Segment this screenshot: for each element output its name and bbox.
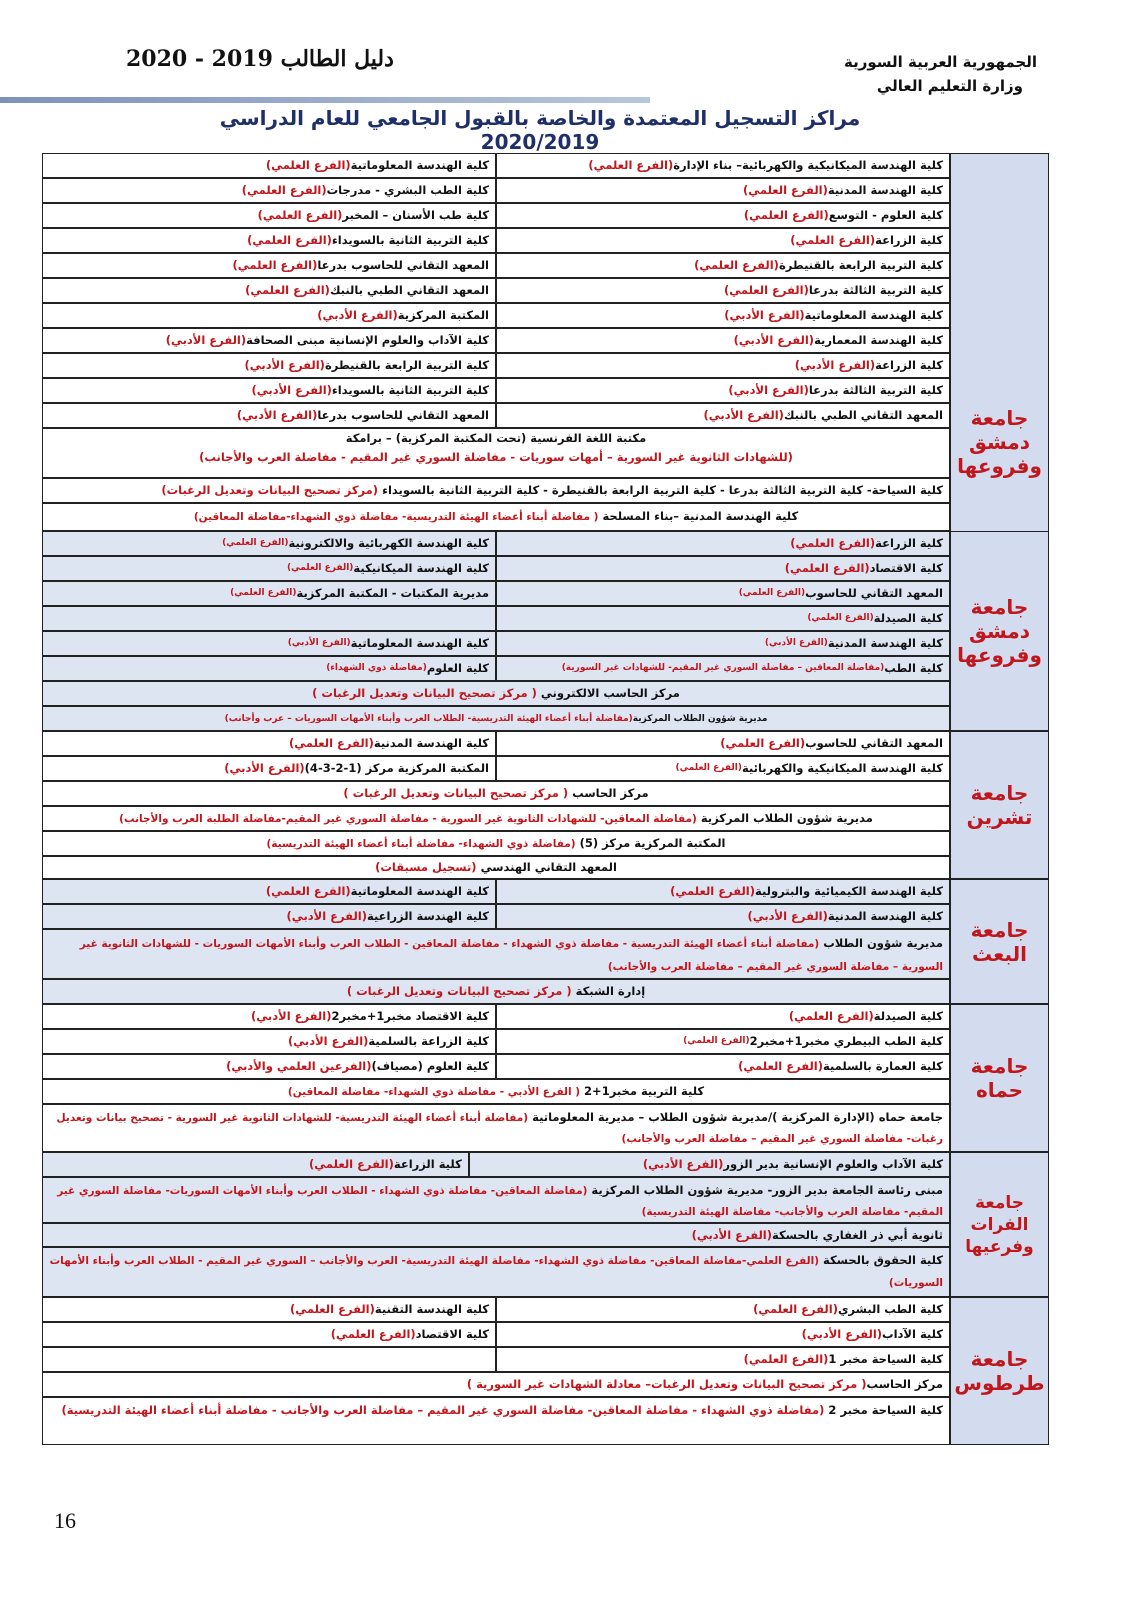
registration-centers-table — [42, 153, 1049, 1445]
table-row — [42, 606, 950, 631]
table-row — [42, 831, 950, 856]
center-cell: كلية التربية الرابعة بالقنيطرة (الفرع الأدبي) — [42, 353, 496, 378]
center-cell: مديرية المكتبات - المكتبة المركزية (الفرع العلمي) — [42, 581, 496, 606]
table-row — [42, 631, 950, 656]
table-row — [42, 428, 950, 478]
center-cell: كلية الصيدلة (الفرع العلمي) — [496, 1004, 950, 1029]
center-cell: كلية الهندسة المدنية (الفرع الأدبي) — [496, 631, 950, 656]
table-row — [42, 806, 950, 831]
ministry-name: وزارة التعليم العالي — [876, 77, 1023, 95]
header-divider — [0, 97, 650, 103]
table-row — [42, 531, 950, 556]
center-cell: كلية الاقتصاد مخبر1+مخبر2 (الفرع الأدبي) — [42, 1004, 496, 1029]
center-cell: كلية التربية مخبر1+2 ( الفرع الأدبي - مفاضلة ذوي الشهداء- مفاضلة المعاقين) — [42, 1079, 950, 1104]
center-cell: كلية الطب (مفاضلة المعاقين – مفاضلة السوري غير المقيم- للشهادات غير السورية) — [496, 656, 950, 681]
center-cell: كلية السياحة مخبر 1 (الفرع العلمي) — [496, 1347, 950, 1372]
center-cell: المعهد التقاني للحاسوب بدرعا (الفرع الأدبي) — [42, 403, 496, 428]
table-row — [42, 1322, 950, 1347]
center-cell: كلية السياحة- كلية التربية الثالثة بدرعا - كلية التربية الرابعة بالقنيطرة - كلية التربية الثانية بالسويداء (مركز تصحيح البيانات وتعديل الرغبات) — [42, 478, 950, 503]
guide-year: 2020 - 2019 — [126, 46, 273, 72]
page-number: 16 — [54, 1508, 76, 1533]
table-row — [42, 731, 950, 756]
center-cell: جامعة حماه (الإدارة المركزية )/مديرية شؤون الطلاب – مديرية المعلوماتية (مفاضلة أبناء أعضاء الهيئة التدريسية- للشهادات الثانوية غير السورية - تصحيح بيانات وتعديل رغبات- مفاضلة السوري غير المقيم – مفاضلة العرب والأجانب) — [42, 1104, 950, 1152]
center-cell — [42, 606, 496, 631]
center-cell: كلية الهندسة الميكانيكية والكهربائية– بناء الإدارة (الفرع العلمي) — [496, 153, 950, 178]
center-cell: كلية الهندسة المعلوماتية (الفرع العلمي) — [42, 879, 496, 904]
country-name: الجمهورية العربية السورية — [844, 53, 1037, 71]
center-cell: مركز الحاسب ( مركز تصحيح البيانات وتعديل الرغبات ) — [42, 781, 950, 806]
center-cell: كلية الهندسة التقنية (الفرع العلمي) — [42, 1297, 496, 1322]
center-cell: كلية الهندسة المعلوماتية (الفرع الأدبي) — [496, 303, 950, 328]
center-cell: كلية الهندسة المعلوماتية (الفرع الأدبي) — [42, 631, 496, 656]
table-row — [42, 328, 950, 353]
center-cell: كلية العلوم (مفاضلة ذوي الشهداء) — [42, 656, 496, 681]
table-row — [42, 478, 950, 503]
center-cell: كلية الزراعة (الفرع العلمي) — [42, 1152, 469, 1177]
table-row — [42, 1223, 950, 1247]
table-row — [42, 879, 950, 904]
center-cell: المعهد التقاني الهندسي (تسجيل مسبقات) — [42, 856, 950, 879]
table-row — [42, 403, 950, 428]
table-row — [42, 1397, 950, 1445]
center-cell: مبنى رئاسة الجامعة بدير الزور- مديرية شؤون الطلاب المركزية (مفاضلة المعاقين- مفاضلة ذوي الشهداء - الطلاب العرب وأبناء الأمهات السوريات- مفاضلة السوري غير المقيم- مفاضلة العرب والأجانب- مفاضلة الهيئة التدريسية) — [42, 1177, 950, 1223]
center-cell: مركز الحاسب الالكتروني ( مركز تصحيح البيانات وتعديل الرغبات ) — [42, 681, 950, 706]
center-cell: كلية العلوم - التوسع (الفرع العلمي) — [496, 203, 950, 228]
center-cell — [42, 1347, 496, 1372]
table-row — [42, 1247, 950, 1297]
center-cell: المعهد التقاني الطبي بالنبك (الفرع العلمي) — [42, 278, 496, 303]
university-label-hama: جامعة حماه — [950, 1004, 1049, 1152]
center-cell: مديرية شؤون الطلاب المركزية(مفاضلة أبناء أعضاء الهيئة التدريسية- الطلاب العرب وأبناء الأمهات السوريات – عرب وأجانب) — [42, 706, 950, 731]
table-row — [42, 929, 950, 979]
center-cell: كلية الهندسة الكهربائية والالكترونية (الفرع العلمي) — [42, 531, 496, 556]
center-cell: مديرية شؤون الطلاب المركزية (مفاضلة المعاقين- للشهادات الثانوية غير السورية - مفاضلة السوري غير المقيم-مفاضلة الطلبة العرب والأجانب) — [42, 806, 950, 831]
university-label-baath: جامعة البعث — [950, 879, 1049, 1004]
guide-title — [126, 46, 394, 72]
table-row — [42, 353, 950, 378]
center-cell: كلية الهندسة المدنية –بناء المسلحة ( مفاضلة أبناء أعضاء الهيئة التدريسية- مفاضلة ذوي الشهداء-مفاضلة المعاقين) — [42, 503, 950, 531]
center-cell: كلية السياحة مخبر 2 (مفاضلة ذوي الشهداء - مفاضلة المعاقين- مفاضلة السوري غير المقيم – مفاضلة العرب والأجانب - مفاضلة أبناء أعضاء الهيئة التدريسية) — [42, 1397, 950, 1445]
table-row — [42, 756, 950, 781]
table-row — [42, 228, 950, 253]
center-cell: كلية الآداب والعلوم الإنسانية بدير الزور (الفرع الأدبي) — [469, 1152, 950, 1177]
center-cell: كلية التربية الثالثة بدرعا (الفرع الأدبي) — [496, 378, 950, 403]
table-row — [42, 706, 950, 731]
university-label-furat: جامعة الفرات وفرعيها — [950, 1152, 1049, 1297]
table-row — [42, 178, 950, 203]
table-row — [42, 378, 950, 403]
table-row — [42, 1177, 950, 1223]
center-cell: كلية الهندسة الميكانيكية والكهربائية (الفرع العلمي) — [496, 756, 950, 781]
table-row — [42, 656, 950, 681]
center-cell: المعهد التقاني للحاسوب بدرعا (الفرع العلمي) — [42, 253, 496, 278]
center-cell: كلية الطب البيطري مخبر1+مخبر2 (الفرع العلمي) — [496, 1029, 950, 1054]
center-cell: إدارة الشبكة ( مركز تصحيح البيانات وتعديل الرغبات ) — [42, 979, 950, 1004]
table-row — [42, 1152, 950, 1177]
university-label-damascus: جامعة دمشق وفروعها — [950, 531, 1049, 731]
center-cell: كلية طب الأسنان – المخبر (الفرع العلمي) — [42, 203, 496, 228]
center-cell: كلية الزراعة (الفرع العلمي) — [496, 228, 950, 253]
page-title-year: 2020/2019 — [480, 130, 600, 154]
center-cell: كلية الزراعة بالسلمية (الفرع الأدبي) — [42, 1029, 496, 1054]
table-row — [42, 153, 950, 178]
center-cell: مركز الحاسب ( مركز تصحيح البيانات وتعديل الرغبات– معادلة الشهادات غير السورية ) — [42, 1372, 950, 1397]
guide-label: دليل الطالب — [280, 46, 394, 72]
center-cell: كلية الهندسة الزراعية (الفرع الأدبي) — [42, 904, 496, 929]
table-row — [42, 1054, 950, 1079]
table-row — [42, 856, 950, 879]
center-cell: كلية التربية الثالثة بدرعا (الفرع العلمي) — [496, 278, 950, 303]
center-cell: كلية الاقتصاد (الفرع العلمي) — [496, 556, 950, 581]
center-cell: المعهد التقاني للحاسوب (الفرع العلمي) — [496, 581, 950, 606]
table-row — [42, 979, 950, 1004]
table-row — [42, 681, 950, 706]
center-cell: كلية الاقتصاد (الفرع العلمي) — [42, 1322, 496, 1347]
center-cell: كلية الهندسة المعمارية (الفرع الأدبي) — [496, 328, 950, 353]
center-cell: كلية التربية الثانية بالسويداء (الفرع الأدبي) — [42, 378, 496, 403]
table-row — [42, 278, 950, 303]
center-cell: ثانوية أبي ذر الغفاري بالحسكة (الفرع الأدبي) — [42, 1223, 950, 1247]
table-row — [42, 1297, 950, 1322]
center-cell: كلية العمارة بالسلمية (الفرع العلمي) — [496, 1054, 950, 1079]
center-cell: مكتبة اللغة الفرنسية (تحت المكتبة المركزية) – برامكة (للشهادات الثانوية غير السورية – أمهات سوريات - مفاضلة السوري غير المقيم - مفاضلة العرب والأجانب) — [42, 428, 950, 478]
table-row — [42, 1004, 950, 1029]
center-cell: كلية الصيدلة (الفرع العلمي) — [496, 606, 950, 631]
center-cell: كلية التربية الثانية بالسويداء (الفرع العلمي) — [42, 228, 496, 253]
university-label-tartous: جامعة طرطوس — [950, 1297, 1049, 1445]
table-row — [42, 1347, 950, 1372]
university-label-damascus: جامعة دمشق وفروعها — [950, 153, 1049, 731]
center-cell: كلية الطب البشري (الفرع العلمي) — [496, 1297, 950, 1322]
center-cell: المعهد التقاني للحاسوب (الفرع العلمي) — [496, 731, 950, 756]
center-cell: كلية الهندسة الكيميائية والبترولية (الفرع العلمي) — [496, 879, 950, 904]
center-cell: كلية التربية الرابعة بالقنيطرة (الفرع العلمي) — [496, 253, 950, 278]
center-cell: كلية الحقوق بالحسكة (الفرع العلمي-مفاضلة المعاقين- مفاضلة ذوي الشهداء- مفاضلة الهيئة التدريسية- العرب والأجانب – السوري غير المقيم - الطلاب العرب وأبناء الأمهات السوريات) — [42, 1247, 950, 1297]
page-title — [160, 106, 920, 154]
table-row — [42, 1029, 950, 1054]
center-cell: كلية الطب البشري - مدرجات (الفرع العلمي) — [42, 178, 496, 203]
center-cell: كلية الزراعة (الفرع الأدبي) — [496, 353, 950, 378]
table-row — [42, 581, 950, 606]
center-cell: مديرية شؤون الطلاب (مفاضلة أبناء أعضاء الهيئة التدريسية - مفاضلة ذوي الشهداء - مفاضلة المعاقين - الطلاب العرب وأبناء الأمهات السوريات - للشهادات الثانوية غير السورية – مفاضلة السوري غير المقيم – مفاضلة العرب والأجانب) — [42, 929, 950, 979]
page-title-text: مراكز التسجيل المعتمدة والخاصة بالقبول الجامعي للعام الدراسي — [219, 106, 861, 130]
table-row — [42, 904, 950, 929]
center-cell: كلية الهندسة المدنية (الفرع العلمي) — [496, 178, 950, 203]
table-row — [42, 556, 950, 581]
center-cell: كلية الهندسة الميكانيكية (الفرع العلمي) — [42, 556, 496, 581]
table-row — [42, 303, 950, 328]
center-cell: كلية العلوم (مصياف) (الفرعين العلمي والأدبي) — [42, 1054, 496, 1079]
center-cell: كلية الزراعة (الفرع العلمي) — [496, 531, 950, 556]
center-cell: كلية الهندسة المعلوماتية (الفرع العلمي) — [42, 153, 496, 178]
center-cell: المعهد التقاني الطبي بالنبك (الفرع الأدبي) — [496, 403, 950, 428]
table-row — [42, 253, 950, 278]
center-cell: المكتبة المركزية (الفرع الأدبي) — [42, 303, 496, 328]
table-row — [42, 781, 950, 806]
table-row — [42, 1079, 950, 1104]
center-cell: كلية الآداب (الفرع الأدبي) — [496, 1322, 950, 1347]
header-institution — [844, 50, 1037, 98]
center-cell: كلية الهندسة المدنية (الفرع الأدبي) — [496, 904, 950, 929]
center-cell: المكتبة المركزية مركز (5) (مفاضلة ذوي الشهداء- مفاضلة أبناء أعضاء الهيئة التدريسية) — [42, 831, 950, 856]
center-cell: كلية الهندسة المدنية (الفرع العلمي) — [42, 731, 496, 756]
table-row — [42, 1372, 950, 1397]
table-row — [42, 503, 950, 531]
university-label-tishreen: جامعة تشرين — [950, 731, 1049, 879]
table-row — [42, 203, 950, 228]
table-row — [42, 1104, 950, 1152]
center-cell: المكتبة المركزية مركز (1-2-3-4) (الفرع الأدبي) — [42, 756, 496, 781]
center-cell: كلية الآداب والعلوم الإنسانية مبنى الصحافة (الفرع الأدبي) — [42, 328, 496, 353]
